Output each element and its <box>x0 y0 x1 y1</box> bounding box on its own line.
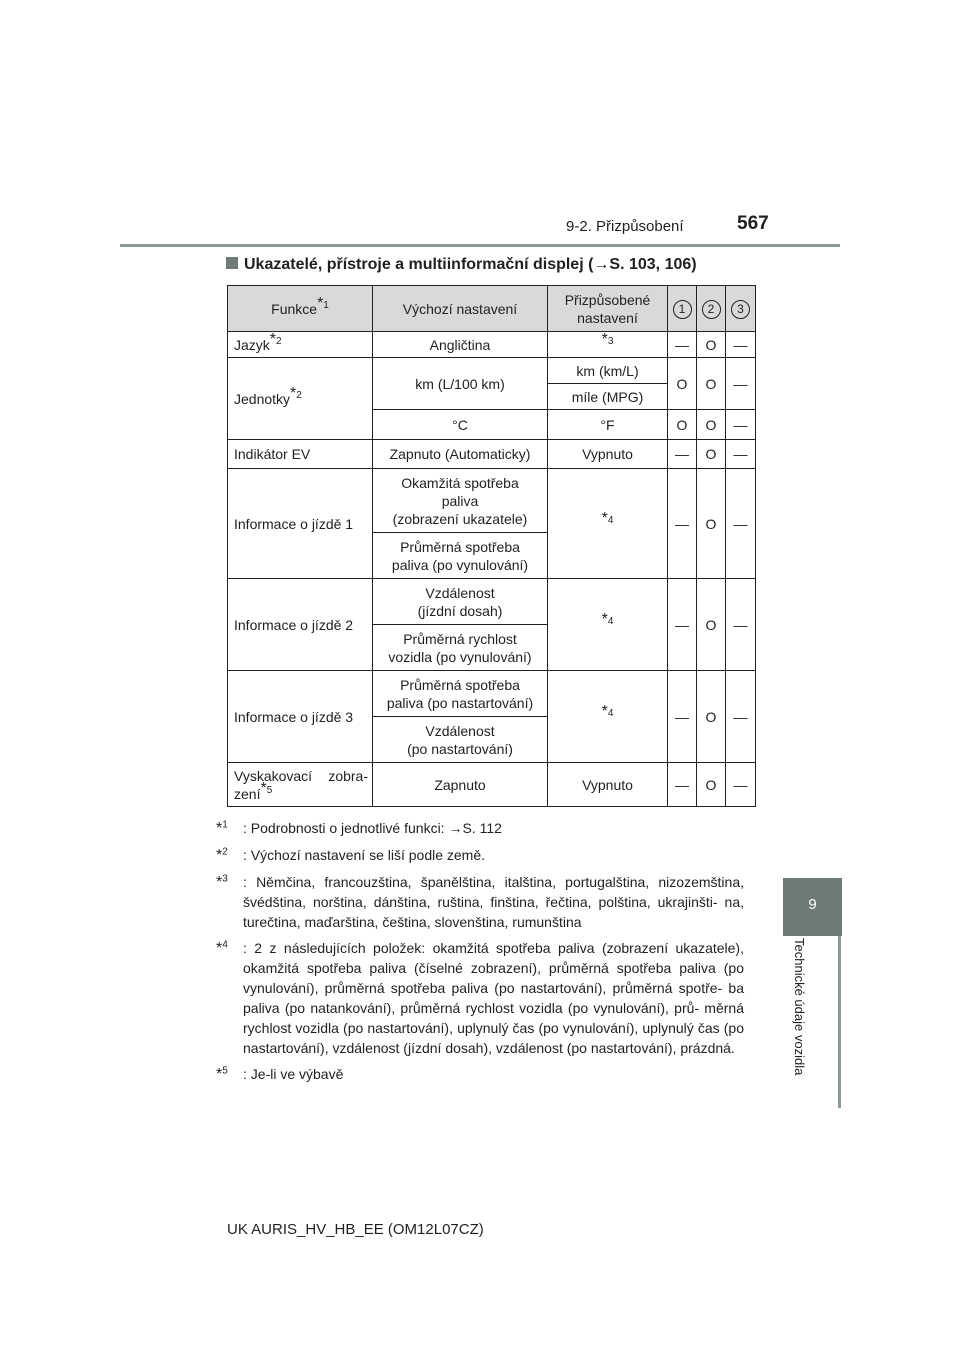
row-cell-1: — <box>668 440 697 469</box>
row-cell-2: O <box>697 469 726 579</box>
header-col-2: 2 <box>697 286 726 332</box>
footnote: *$^1$ : Podrobnosti o jednotlivé funkci: →S. 112 <box>216 819 502 837</box>
row-cell-3: — <box>726 763 756 807</box>
table-row <box>228 469 756 533</box>
row-default: Angličtina <box>373 332 548 358</box>
footnote: *$^4$ : 2 z následujících položek: okamžitá spotřeba paliva (zobrazení ukazatele), okamžitá spotřeba paliva (číselné zobrazení), průměrná spotřeba paliva (po vynulování), průměrná spotřeba paliva (po nastartování), průměrná spotře- ba paliva (po natankování), průměrná rychlost vozidla (po vynulování), prů- měrná rychlost vozidla (po nastartování), uplynulý čas (po vynulování), uplynulý čas (po nastartování), vzdálenost (jízdní dosah), vzdálenost (po nastartování), prázdná. <box>216 939 744 1056</box>
row-custom: *3 <box>548 332 668 358</box>
square-bullet-icon <box>226 257 238 269</box>
row-default: Průměrná spotřeba paliva (po nastartování) <box>373 671 548 717</box>
table-header-row <box>228 286 756 332</box>
row-cell-3: — <box>726 358 756 410</box>
row-label: Informace o jízdě 3 <box>228 671 373 763</box>
row-cell-2: O <box>697 579 726 671</box>
row-cell-2: O <box>697 332 726 358</box>
row-default: Okamžitá spotřeba paliva (zobrazení ukazatele) <box>373 469 548 533</box>
row-cell-1: — <box>668 671 697 763</box>
chapter-tab-title: Technické údaje vozidla <box>792 938 807 1076</box>
row-custom: °F <box>548 410 668 440</box>
table-row <box>228 332 756 358</box>
chapter-tab[interactable] <box>783 878 842 936</box>
footnote: *$^5$ : Je-li ve výbavě <box>216 1065 344 1083</box>
row-cell-2: O <box>697 440 726 469</box>
header-custom: Přizpůsobené nastavení <box>548 286 668 332</box>
table-row <box>228 763 756 807</box>
row-label: Indikátor EV <box>228 440 373 469</box>
row-cell-3: — <box>726 410 756 440</box>
row-cell-3: — <box>726 440 756 469</box>
row-cell-1: O <box>668 410 697 440</box>
section-heading-text: Ukazatelé, přístroje a multiinformační displej (→S. 103, 106) <box>244 256 697 273</box>
footnote: *$^3$ : Němčina, francouzština, španělština, italština, portugalština, nizozemština, švédština, norština, dánština, ruština, finština, řečtina, polština, ukrajinšti- na, turečtina, maďarština, čeština, slovenština, rumunština <box>216 873 744 930</box>
settings-table <box>227 285 756 807</box>
section-heading <box>226 256 697 274</box>
row-cell-2: O <box>697 671 726 763</box>
footer-model-code: UK AURIS_HV_HB_EE (OM12L07CZ) <box>227 1221 484 1238</box>
table-row <box>228 671 756 717</box>
row-custom: Vypnuto <box>548 440 668 469</box>
row-label: Jazyk$^{*2}$ <box>228 332 373 358</box>
row-cell-1: — <box>668 579 697 671</box>
row-cell-1: — <box>668 332 697 358</box>
row-custom: *4 <box>548 579 668 671</box>
row-cell-3: — <box>726 579 756 671</box>
row-label: Jednotky$^{*2}$ <box>228 358 373 440</box>
row-custom: km (km/L) <box>548 358 668 384</box>
row-cell-3: — <box>726 671 756 763</box>
table-row <box>228 579 756 625</box>
table-row <box>228 358 756 384</box>
row-custom: Vypnuto <box>548 763 668 807</box>
header-col-3: 3 <box>726 286 756 332</box>
row-cell-3: — <box>726 332 756 358</box>
row-custom: *4 <box>548 469 668 579</box>
row-label: Vyskakovací zobra- zení$^{*5}$ <box>228 763 373 807</box>
header-col-1: 1 <box>668 286 697 332</box>
row-default: Zapnuto <box>373 763 548 807</box>
row-custom: *4 <box>548 671 668 763</box>
header-section-title: 9-2. Přizpůsobení <box>566 218 684 235</box>
row-default: °C <box>373 410 548 440</box>
row-cell-1: O <box>668 358 697 410</box>
row-cell-2: O <box>697 358 726 410</box>
row-cell-2: O <box>697 763 726 807</box>
chapter-tab-number: 9 <box>808 896 817 913</box>
row-cell-1: — <box>668 763 697 807</box>
footnote: *$^2$ : Výchozí nastavení se liší podle země. <box>216 846 486 864</box>
header-function: Funkce$^{*1}$ <box>228 286 373 332</box>
row-default: Zapnuto (Automaticky) <box>373 440 548 469</box>
header-rule <box>120 244 840 247</box>
row-cell-1: — <box>668 469 697 579</box>
row-default: Vzdálenost (jízdní dosah) <box>373 579 548 625</box>
table-row <box>228 440 756 469</box>
row-custom: míle (MPG) <box>548 384 668 410</box>
row-default: Průměrná spotřeba paliva (po vynulování) <box>373 533 548 579</box>
row-default: Vzdálenost (po nastartování) <box>373 717 548 763</box>
row-default: km (L/100 km) <box>373 358 548 410</box>
row-label: Informace o jízdě 2 <box>228 579 373 671</box>
row-default: Průměrná rychlost vozidla (po vynulování) <box>373 625 548 671</box>
row-label: Informace o jízdě 1 <box>228 469 373 579</box>
footnotes <box>216 818 744 1091</box>
page-number: 567 <box>737 213 769 234</box>
row-cell-2: O <box>697 410 726 440</box>
header-default: Výchozí nastavení <box>373 286 548 332</box>
row-cell-3: — <box>726 469 756 579</box>
chapter-side-rule <box>838 936 841 1108</box>
